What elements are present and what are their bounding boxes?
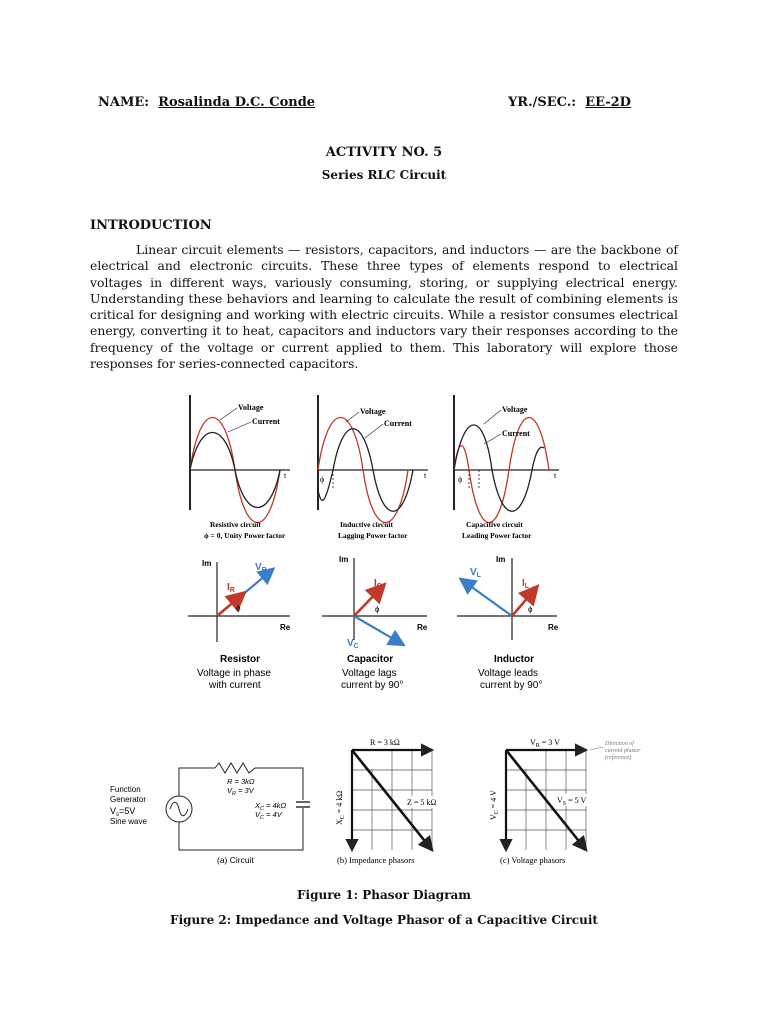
figure-2-caption: Figure 2: Impedance and Voltage Phasor of a Capacitive Circuit [170,913,598,927]
current-label: Current [502,429,530,438]
phi-label: ϕ [236,604,241,613]
svg-text:VR = 3V: $V_R = 3V$ [227,786,254,797]
figure-1-caption: Figure 1: Phasor Diagram [297,888,471,902]
voltage-phasor [354,616,402,644]
impedance-caption: (b) Impedance phasors [337,855,415,865]
intro-paragraph: Linear circuit elements — resistors, capacitors, and inductors — are the backbone of electrical and electronic circuits. These three types of elements respond to electrical voltages in different ways, variously consuming, storing, or supplying electrical energy. Understanding these behaviors and learning to calculate the result of combining elements is critical for designing and working with electric circuits. While a resistor consumes electrical energy, converting it to heat, capacitors and inductors vary their responses according to the frequency of the voltage or current applied to them. This laboratory will explore those responses for series-connected capacitors. [90,242,678,372]
yrsec-field [508,95,631,110]
svg-text:IL: $I_L$ [522,578,530,590]
svg-text:VS = 5 V: $V_S = 5$ V [557,796,587,807]
inductor-title: Inductor [494,654,534,665]
re-label: Re [417,623,428,632]
im-label: Im [339,555,349,564]
phi-label: ϕ [320,475,325,484]
svg-text:VR = 3 V: $V_R = 3$ V [530,738,560,749]
section-heading: INTRODUCTION [90,218,212,233]
inductor-line1: Voltage leads [478,668,539,679]
capacitive-subtitle: Leading Power factor [462,531,532,540]
impedance-diag-label: Z = 5 kΩ [407,798,437,807]
circuit-caption: (a) Circuit [217,855,254,865]
re-label: Re [548,623,559,632]
voltage-caption: (c) Voltage phasors [500,855,566,865]
capacitor-title: Capacitor [347,654,394,665]
t-label: t [424,471,427,480]
svg-text:XC = 4kΩ: $X_C = 4k\Omega$ [255,801,287,812]
direction-note-2: current phasor [605,748,641,754]
capacitive-waveform-panel [454,395,559,540]
inductive-waveform-panel [318,395,428,540]
current-wave [454,425,544,511]
resistor-title: Resistor [220,654,261,665]
activity-title: ACTIVITY NO. 5 [325,145,443,160]
svg-text:VL: $V_L$ [470,567,481,579]
resistive-subtitle: ϕ = 0, Unity Power factor [204,531,286,540]
t-label: t [554,471,557,480]
im-label: Im [496,555,506,564]
svg-text:VC = 4V: $V_C = 4V$ [255,810,282,821]
name-value: Rosalinda D.C. Conde [158,95,316,110]
voltage-phasor-panel [489,738,641,865]
voltage-label: Voltage [360,407,386,416]
svg-text:IC: $I_C$ [374,578,382,590]
resistive-title: Resistive circuit [210,520,261,529]
inductive-subtitle: Lagging Power factor [338,531,408,540]
svg-text:Vs=5V: $V_s=5V$ [110,806,136,818]
phi-label: ϕ [375,605,380,614]
resistor-line1: Voltage in phase [197,668,271,679]
svg-text:VC = 4 V: $V_C = 4$ V [489,790,500,820]
resistive-waveform-panel [190,395,290,540]
figure-2-impedance-voltage [105,730,665,870]
activity-subtitle: Series RLC Circuit [321,168,447,182]
im-label: Im [202,559,212,568]
current-label: Current [384,419,412,428]
source-label-4: Sine wave [110,817,147,826]
svg-text:VC: $V_C$ [347,638,359,650]
figure-1-phasor-diagram [180,390,580,700]
name-field [98,95,315,110]
t-label: t [284,471,287,480]
source-label-2: Generator [110,795,147,804]
impedance-top-label: R = 3 kΩ [370,738,400,747]
yrsec-label: YR./SEC.: [508,95,577,110]
capacitor-phasor-panel [322,555,428,691]
name-label: NAME: [98,95,150,110]
inductor-line2: current by 90° [480,680,543,691]
capacitor-line1: Voltage lags [342,668,397,679]
resistor-phasor-panel [188,559,291,691]
r-label: R = 3kΩ [227,777,255,786]
voltage-phasor [462,580,512,616]
direction-note-3: (reference) [605,755,632,761]
current-label: Current [252,417,280,426]
resistor-line2: with current [209,680,261,691]
inductive-title: Inductive circuit [340,520,393,529]
voltage-label: Voltage [238,403,264,412]
re-label: Re [280,623,291,632]
inductor-phasor-panel [457,555,559,691]
svg-text:VR: $V_R$ [255,562,267,574]
rc-circuit [110,763,311,865]
impedance-phasor-panel [335,738,445,865]
direction-note-1: Direction of [605,741,634,747]
yrsec-value: EE-2D [585,95,631,110]
svg-text:XC = 4 kΩ: $X_C = 4$ kΩ [335,790,346,825]
svg-text:IR: $I_R$ [227,582,235,594]
phi-label: ϕ [458,475,463,484]
phi-label: ϕ [528,605,533,614]
capacitive-title: Capacitive circuit [466,520,523,529]
capacitor-line2: current by 90° [341,680,404,691]
voltage-label: Voltage [502,405,528,414]
source-label-1: Function [110,785,141,794]
